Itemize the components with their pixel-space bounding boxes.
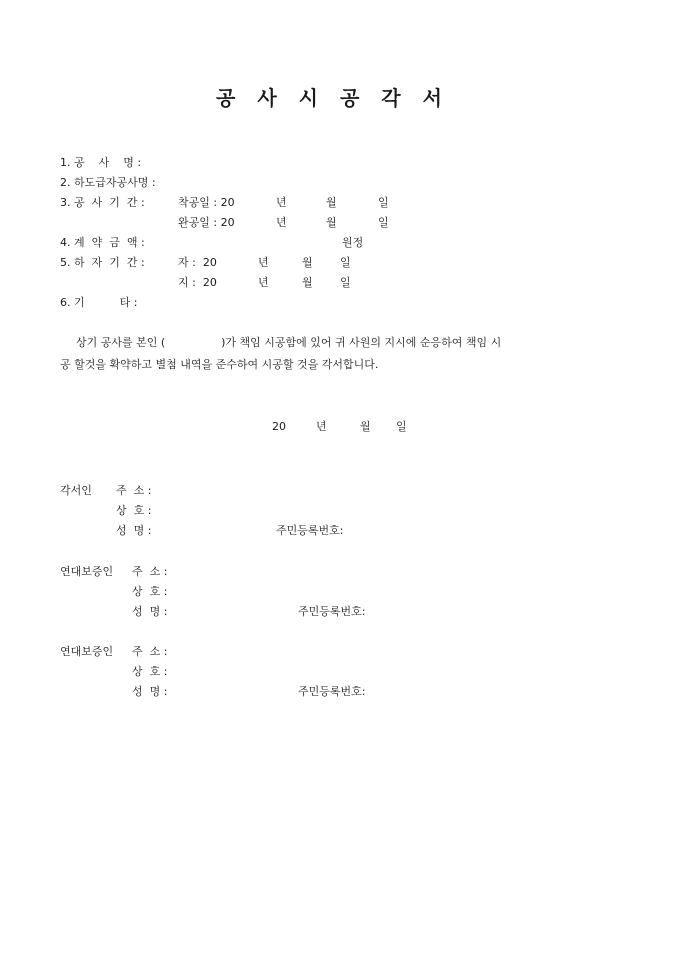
end-year: 년 <box>276 216 287 229</box>
start-month: 월 <box>326 196 337 209</box>
end-month: 월 <box>326 216 337 229</box>
item-project-name: 1. 공 사 명 : <box>60 156 142 169</box>
statement-line-1: 상기 공사를 본인 ( )가 책임 시공함에 있어 귀 사원의 지시에 순응하여 책임 시 <box>76 336 502 349</box>
defect-to-year: 년 <box>258 276 269 289</box>
defect-to-label: 지 : 20 <box>178 276 217 289</box>
item-subcontractor: 2. 하도급자공사명 : <box>60 176 156 189</box>
defect-from-day: 일 <box>340 256 351 269</box>
end-date-label: 완공일 : 20 <box>178 216 235 229</box>
guarantor1-address: 주 소 : <box>132 565 168 578</box>
date-year: 년 <box>316 420 327 433</box>
defect-from-label: 자 : 20 <box>178 256 217 269</box>
date-day: 일 <box>396 420 407 433</box>
guarantor1-company: 상 호 : <box>132 585 168 598</box>
guarantor2-address: 주 소 : <box>132 645 168 658</box>
item-contract-label: 4. 계 약 금 액 : <box>60 236 145 249</box>
guarantor1-label: 연대보증인 <box>60 565 114 578</box>
signer-main-label: 각서인 <box>60 484 92 497</box>
guarantor2-label: 연대보증인 <box>60 645 114 658</box>
guarantor1-name: 성 명 : <box>132 605 168 618</box>
start-day: 일 <box>378 196 389 209</box>
guarantor2-reg-no: 주민등록번호: <box>298 685 366 698</box>
end-day: 일 <box>378 216 389 229</box>
signer-main-address: 주 소 : <box>116 484 152 497</box>
defect-from-year: 년 <box>258 256 269 269</box>
statement-line-2: 공 할것을 확약하고 별첨 내역을 준수하여 시공할 것을 각서합니다. <box>60 358 379 371</box>
item-period-label: 3. 공 사 기 간 : <box>60 196 145 209</box>
item-defect-label: 5. 하 자 기 간 : <box>60 256 145 269</box>
item-etc-label: 6. 기 타 : <box>60 296 138 309</box>
document-title: 공사시공각서 <box>216 86 464 110</box>
guarantor1-reg-no: 주민등록번호: <box>298 605 366 618</box>
signer-main-reg-no: 주민등록번호: <box>276 524 344 537</box>
signer-main-company: 상 호 : <box>116 504 152 517</box>
start-date-label: 착공일 : 20 <box>178 196 235 209</box>
defect-to-day: 일 <box>340 276 351 289</box>
contract-unit: 원정 <box>342 236 364 249</box>
date-month: 월 <box>360 420 371 433</box>
date-prefix: 20 <box>272 420 286 433</box>
start-year: 년 <box>276 196 287 209</box>
defect-from-month: 월 <box>302 256 313 269</box>
guarantor2-company: 상 호 : <box>132 665 168 678</box>
signer-main-name: 성 명 : <box>116 524 152 537</box>
guarantor2-name: 성 명 : <box>132 685 168 698</box>
defect-to-month: 월 <box>302 276 313 289</box>
